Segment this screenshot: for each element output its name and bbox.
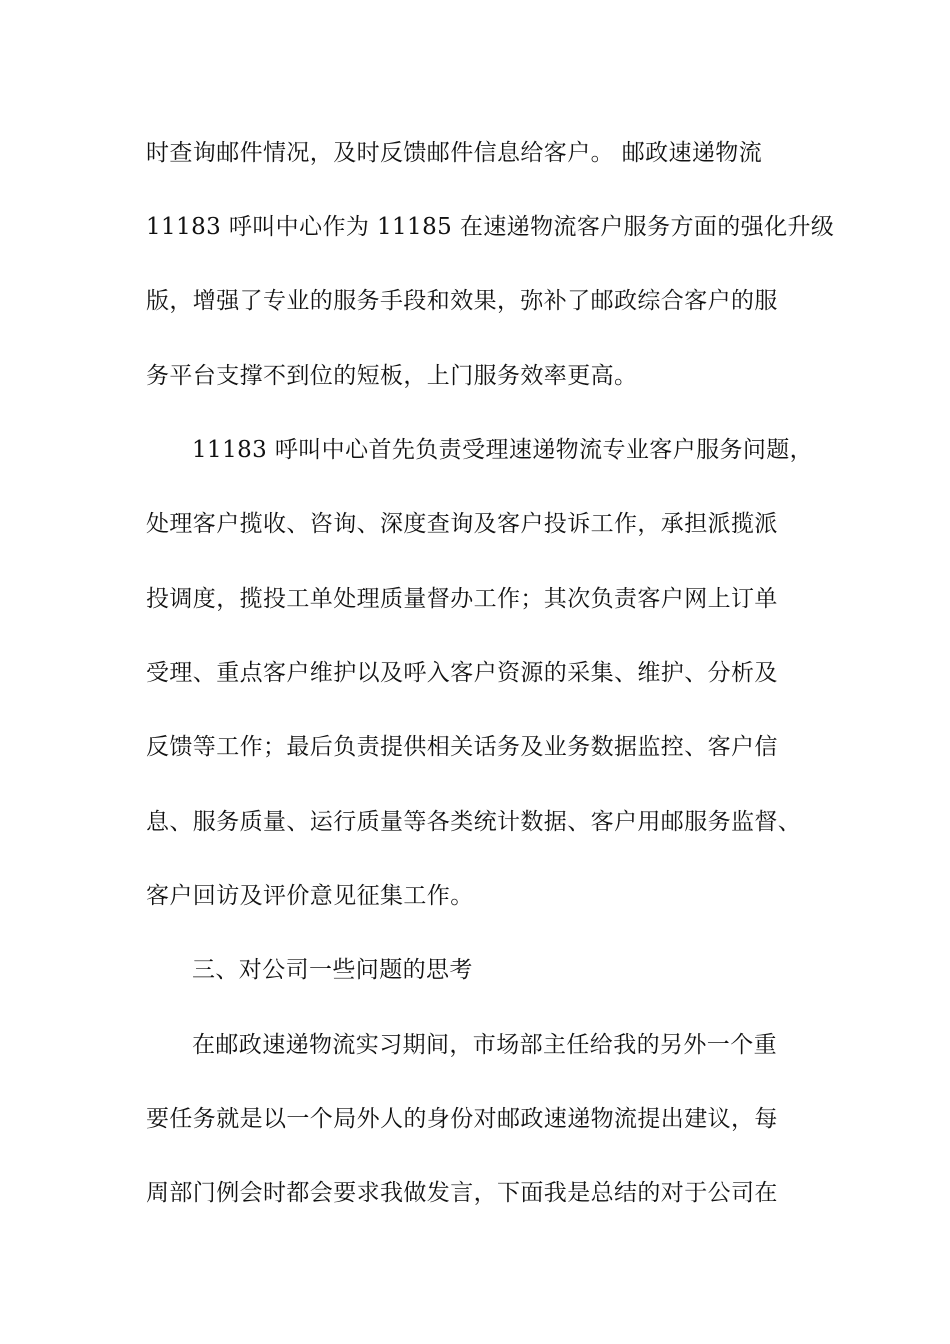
text-line-2: 11183 呼叫中心作为 11185 在速递物流客户服务方面的强化升级 (146, 214, 835, 240)
text-line-13: 在邮政速递物流实习期间，市场部主任给我的另外一个重 (192, 1032, 777, 1058)
text-line-7: 投调度，揽投工单处理质量督办工作；其次负责客户网上订单 (146, 586, 778, 612)
text-line-3: 版，增强了专业的服务手段和效果，弥补了邮政综合客户的服 (146, 288, 778, 314)
text-line-4: 务平台支撑不到位的短板，上门服务效率更高。 (146, 363, 638, 389)
text-line-11: 客户回访及评价意见征集工作。 (146, 883, 474, 909)
text-line-1: 时查询邮件情况，及时反馈邮件信息给客户。 邮政速递物流 (146, 140, 763, 166)
text-line-9: 反馈等工作；最后负责提供相关话务及业务数据监控、客户信 (146, 734, 778, 760)
text-line-15: 周部门例会时都会要求我做发言，下面我是总结的对于公司在 (146, 1180, 778, 1206)
text-line-5: 11183 呼叫中心首先负责受理速递物流专业客户服务问题， (192, 437, 814, 463)
text-line-8: 受理、重点客户维护以及呼入客户资源的采集、维护、分析及 (146, 660, 778, 686)
section-heading: 三、对公司一些问题的思考 (192, 957, 473, 983)
text-line-6: 处理客户揽收、咨询、深度查询及客户投诉工作，承担派揽派 (146, 511, 778, 537)
text-line-14: 要任务就是以一个局外人的身份对邮政速递物流提出建议，每 (146, 1106, 778, 1132)
text-line-10: 息、服务质量、运行质量等各类统计数据、客户用邮服务监督、 (146, 809, 802, 835)
